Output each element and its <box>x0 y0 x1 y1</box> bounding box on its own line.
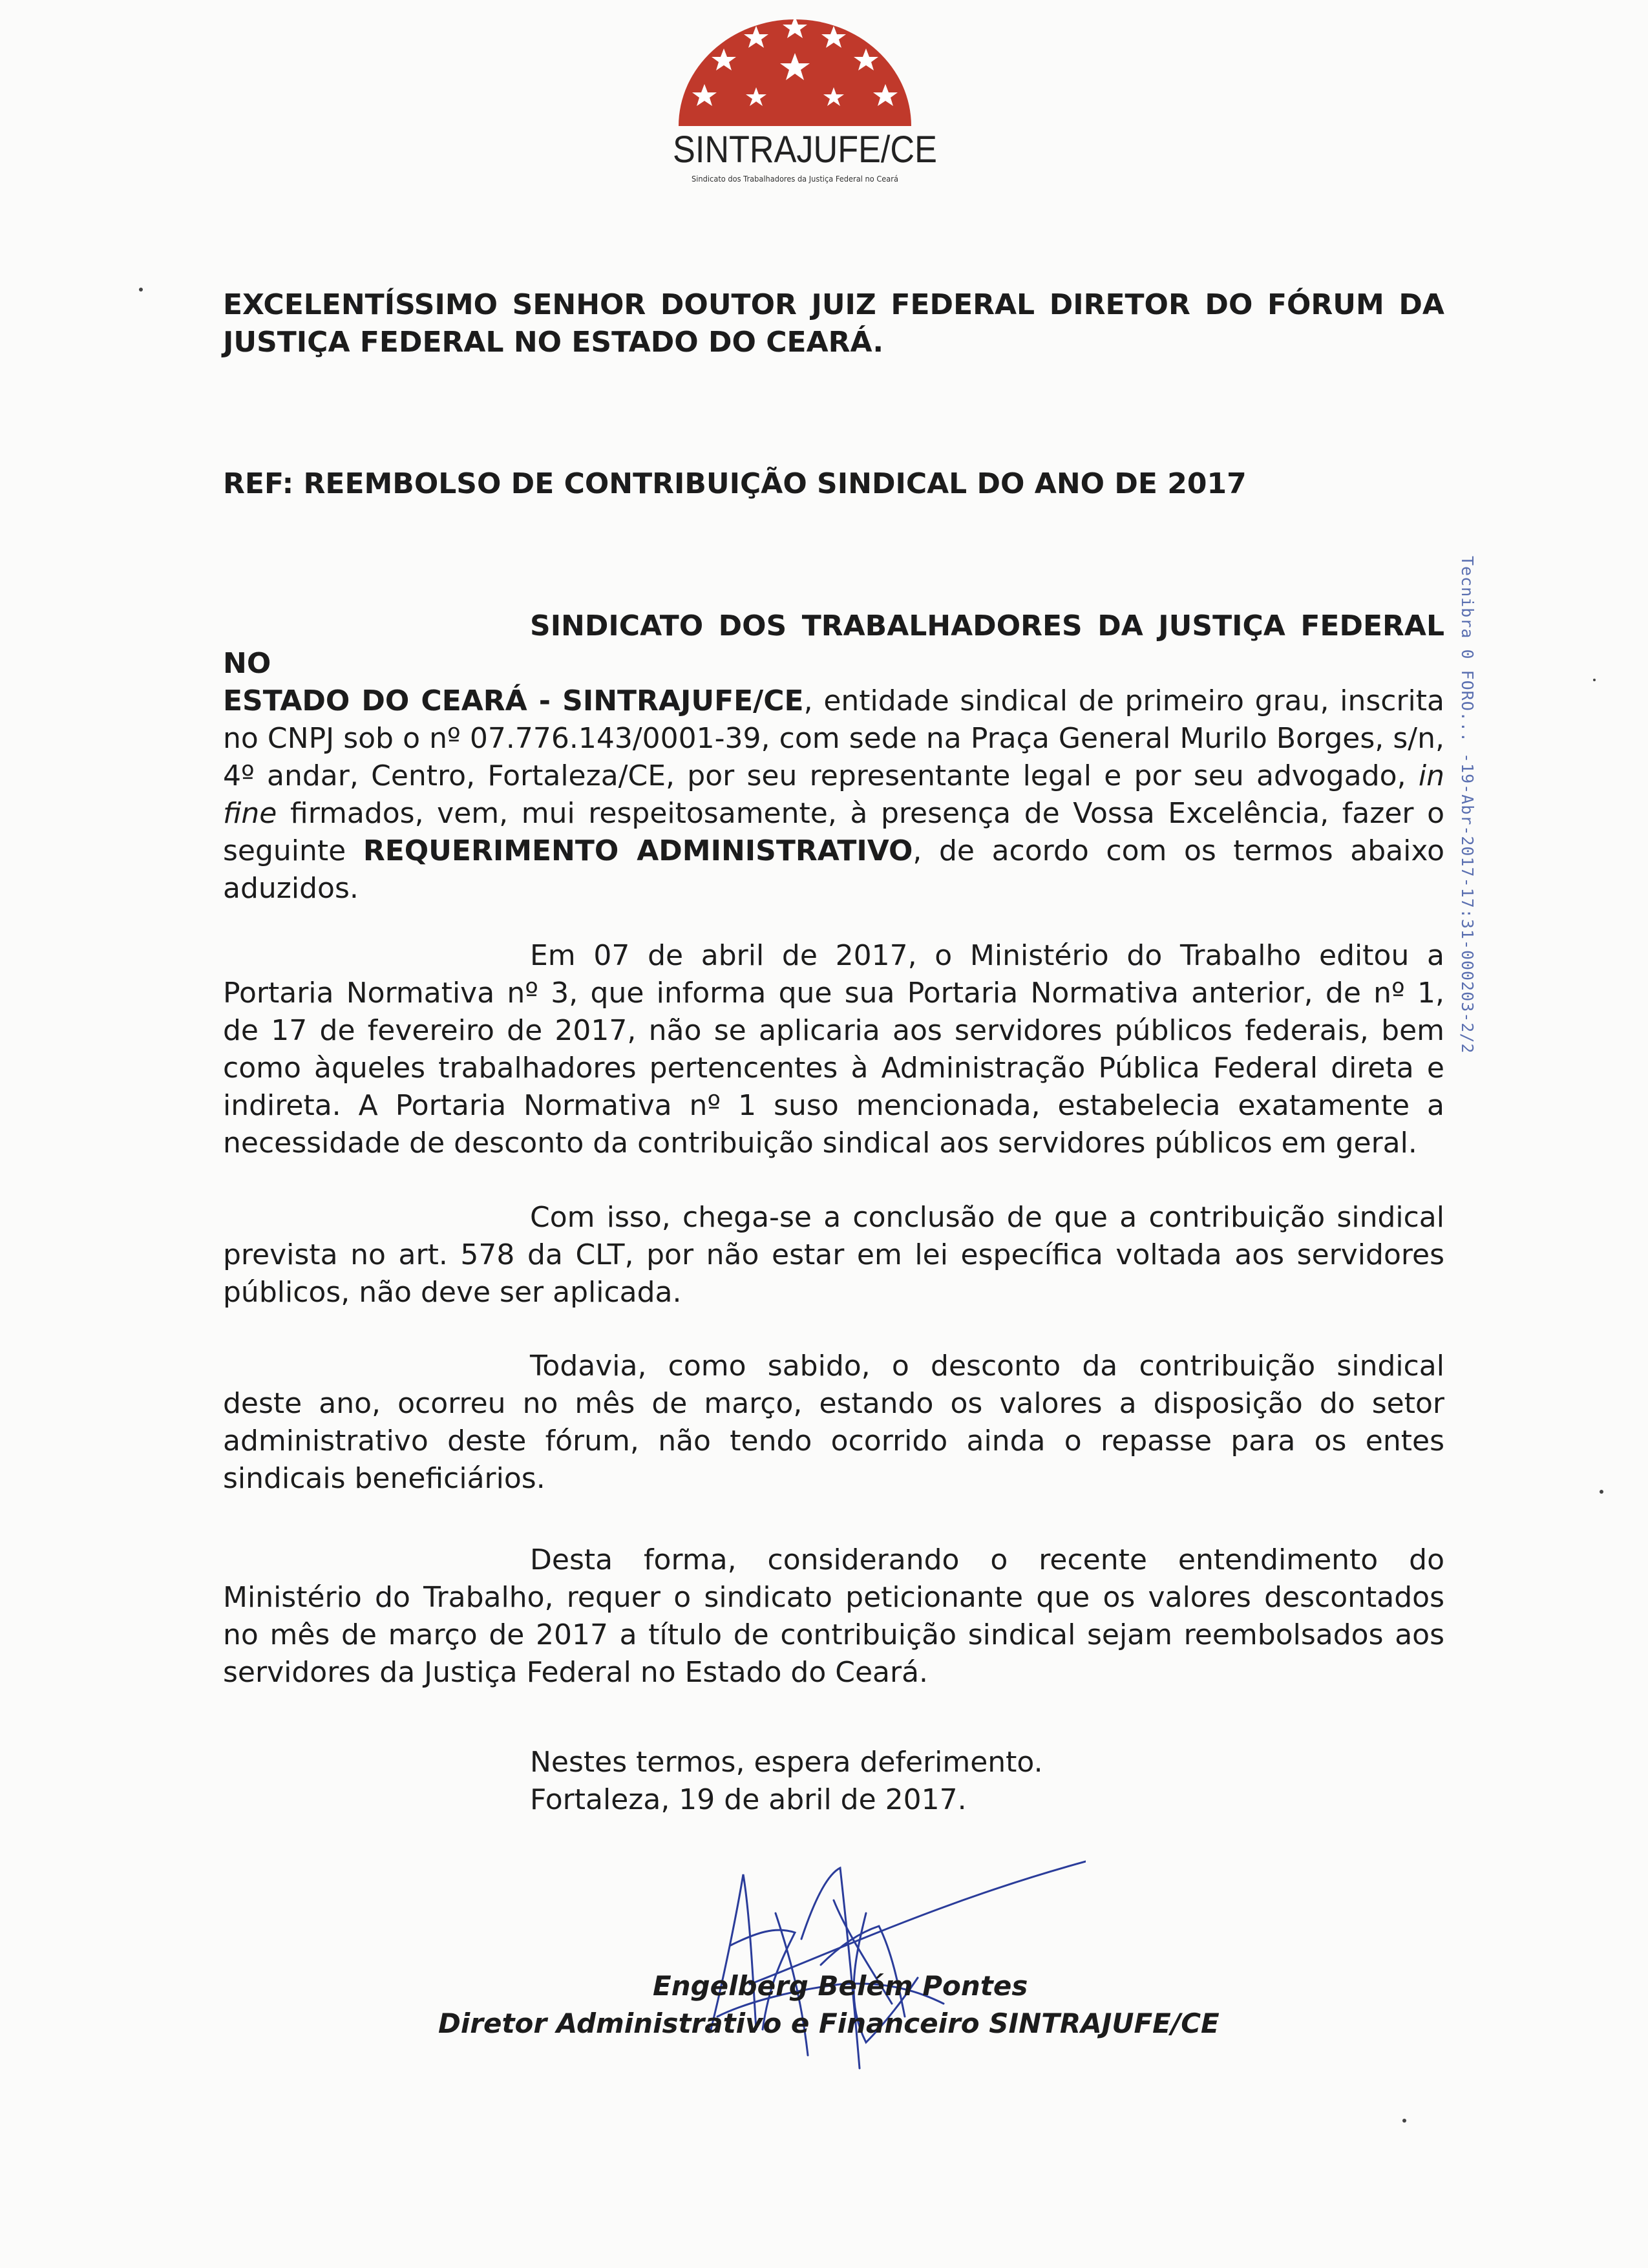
paragraph1-text-c: , de acordo com os termos abaixo aduzidos. <box>223 834 1444 905</box>
paragraph-request: Desta forma, considerando o recente entendimento do Ministério do Trabalho, requer o sindicato peticionante que os valores descontados no mês de março de 2017 a título de contribuição sindical sejam reembolsados aos servidores da Justiça Federal no Estado do Ceará. <box>223 1543 1444 1689</box>
paragraph-desconto: Todavia, como sabido, o desconto da contribuição sindical deste ano, ocorreu no mês de março, estando os valores a disposição do setor administrativo deste fórum, não tendo ocorrido ainda o repasse para os entes sindicais beneficiários. <box>223 1350 1444 1495</box>
protocol-stamp: Tecnibra 0 FORO... -19-Abr-2017-17:31-000203-2/2 <box>1458 556 1477 1054</box>
closing-date: Fortaleza, 19 de abril de 2017. <box>530 1783 967 1816</box>
logo-subtitle: Sindicato dos Trabalhadores da Justiça Federal no Ceará <box>692 175 898 184</box>
scan-speck <box>139 288 143 291</box>
paragraph1-italic: in fine <box>223 759 1444 830</box>
paragraph1-body <box>223 683 1444 907</box>
paragraph-introduction <box>223 608 1444 907</box>
paragraph1-text-b: firmados, vem, mui respeitosamente, à presença de Vossa Excelência, fazer o seguinte <box>223 797 1444 867</box>
paragraph-conclusion: Com isso, chega-se a conclusão de que a contribuição sindical prevista no art. 578 da CLT, por não estar em lei específica voltada aos servidores públicos, não deve ser aplicada. <box>223 1201 1444 1309</box>
paragraph1-bold-mid: REQUERIMENTO ADMINISTRATIVO <box>363 834 913 867</box>
paragraph1-lead-line: SINDICATO DOS TRABALHADORES DA JUSTIÇA FEDERAL NO <box>223 609 1444 680</box>
scan-speck <box>1593 679 1596 681</box>
addressee-line-2: JUSTIÇA FEDERAL NO ESTADO DO CEARÁ. <box>223 326 884 359</box>
handwritten-signature-icon <box>672 1836 1086 2081</box>
paragraph1-lead-bold: ESTADO DO CEARÁ - SINTRAJUFE/CE <box>223 684 804 717</box>
paragraph-portaria: Em 07 de abril de 2017, o Ministério do Trabalho editou a Portaria Normativa nº 3, que informa que sua Portaria Normativa anterior, de nº 1, de 17 de fevereiro de 2017, não se aplicaria aos servidores públicos federais, bem como àqueles trabalhadores pertencentes à Administração Pública Federal direta e indireta. A Portaria Normativa nº 1 suso mencionada, estabelecia exatamente a necessidade de desconto da contribuição sindical aos servidores públicos em geral. <box>223 939 1444 1160</box>
closing <box>530 1744 1043 1819</box>
logo-emblem-icon <box>666 13 924 129</box>
addressee <box>223 286 1444 361</box>
reference-line: REF: REEMBOLSO DE CONTRIBUIÇÃO SINDICAL DO ANO DE 2017 <box>223 467 1247 500</box>
paragraph1-text-a: , entidade sindical de primeiro grau, inscrita no CNPJ sob o nº 07.776.143/0001-39, com sede na Praça General Murilo Borges, s/n, 4º andar, Centro, Fortaleza/CE, por seu representante legal e por seu advogado, <box>223 684 1444 792</box>
logo-title: SINTRAJUFE/CE <box>673 129 937 171</box>
scan-speck <box>1600 1490 1603 1494</box>
scan-speck <box>1402 2119 1406 2123</box>
signer-role: Diretor Administrativo e Financeiro SINTRAJUFE/CE <box>438 2008 1220 2039</box>
union-logo <box>659 13 937 184</box>
signer-name: Engelberg Belém Pontes <box>653 1970 1028 2002</box>
addressee-line-1: EXCELENTÍSSIMO SENHOR DOUTOR JUIZ FEDERAL DIRETOR DO FÓRUM DA <box>223 288 1444 321</box>
closing-line-1: Nestes termos, espera deferimento. <box>530 1746 1043 1779</box>
